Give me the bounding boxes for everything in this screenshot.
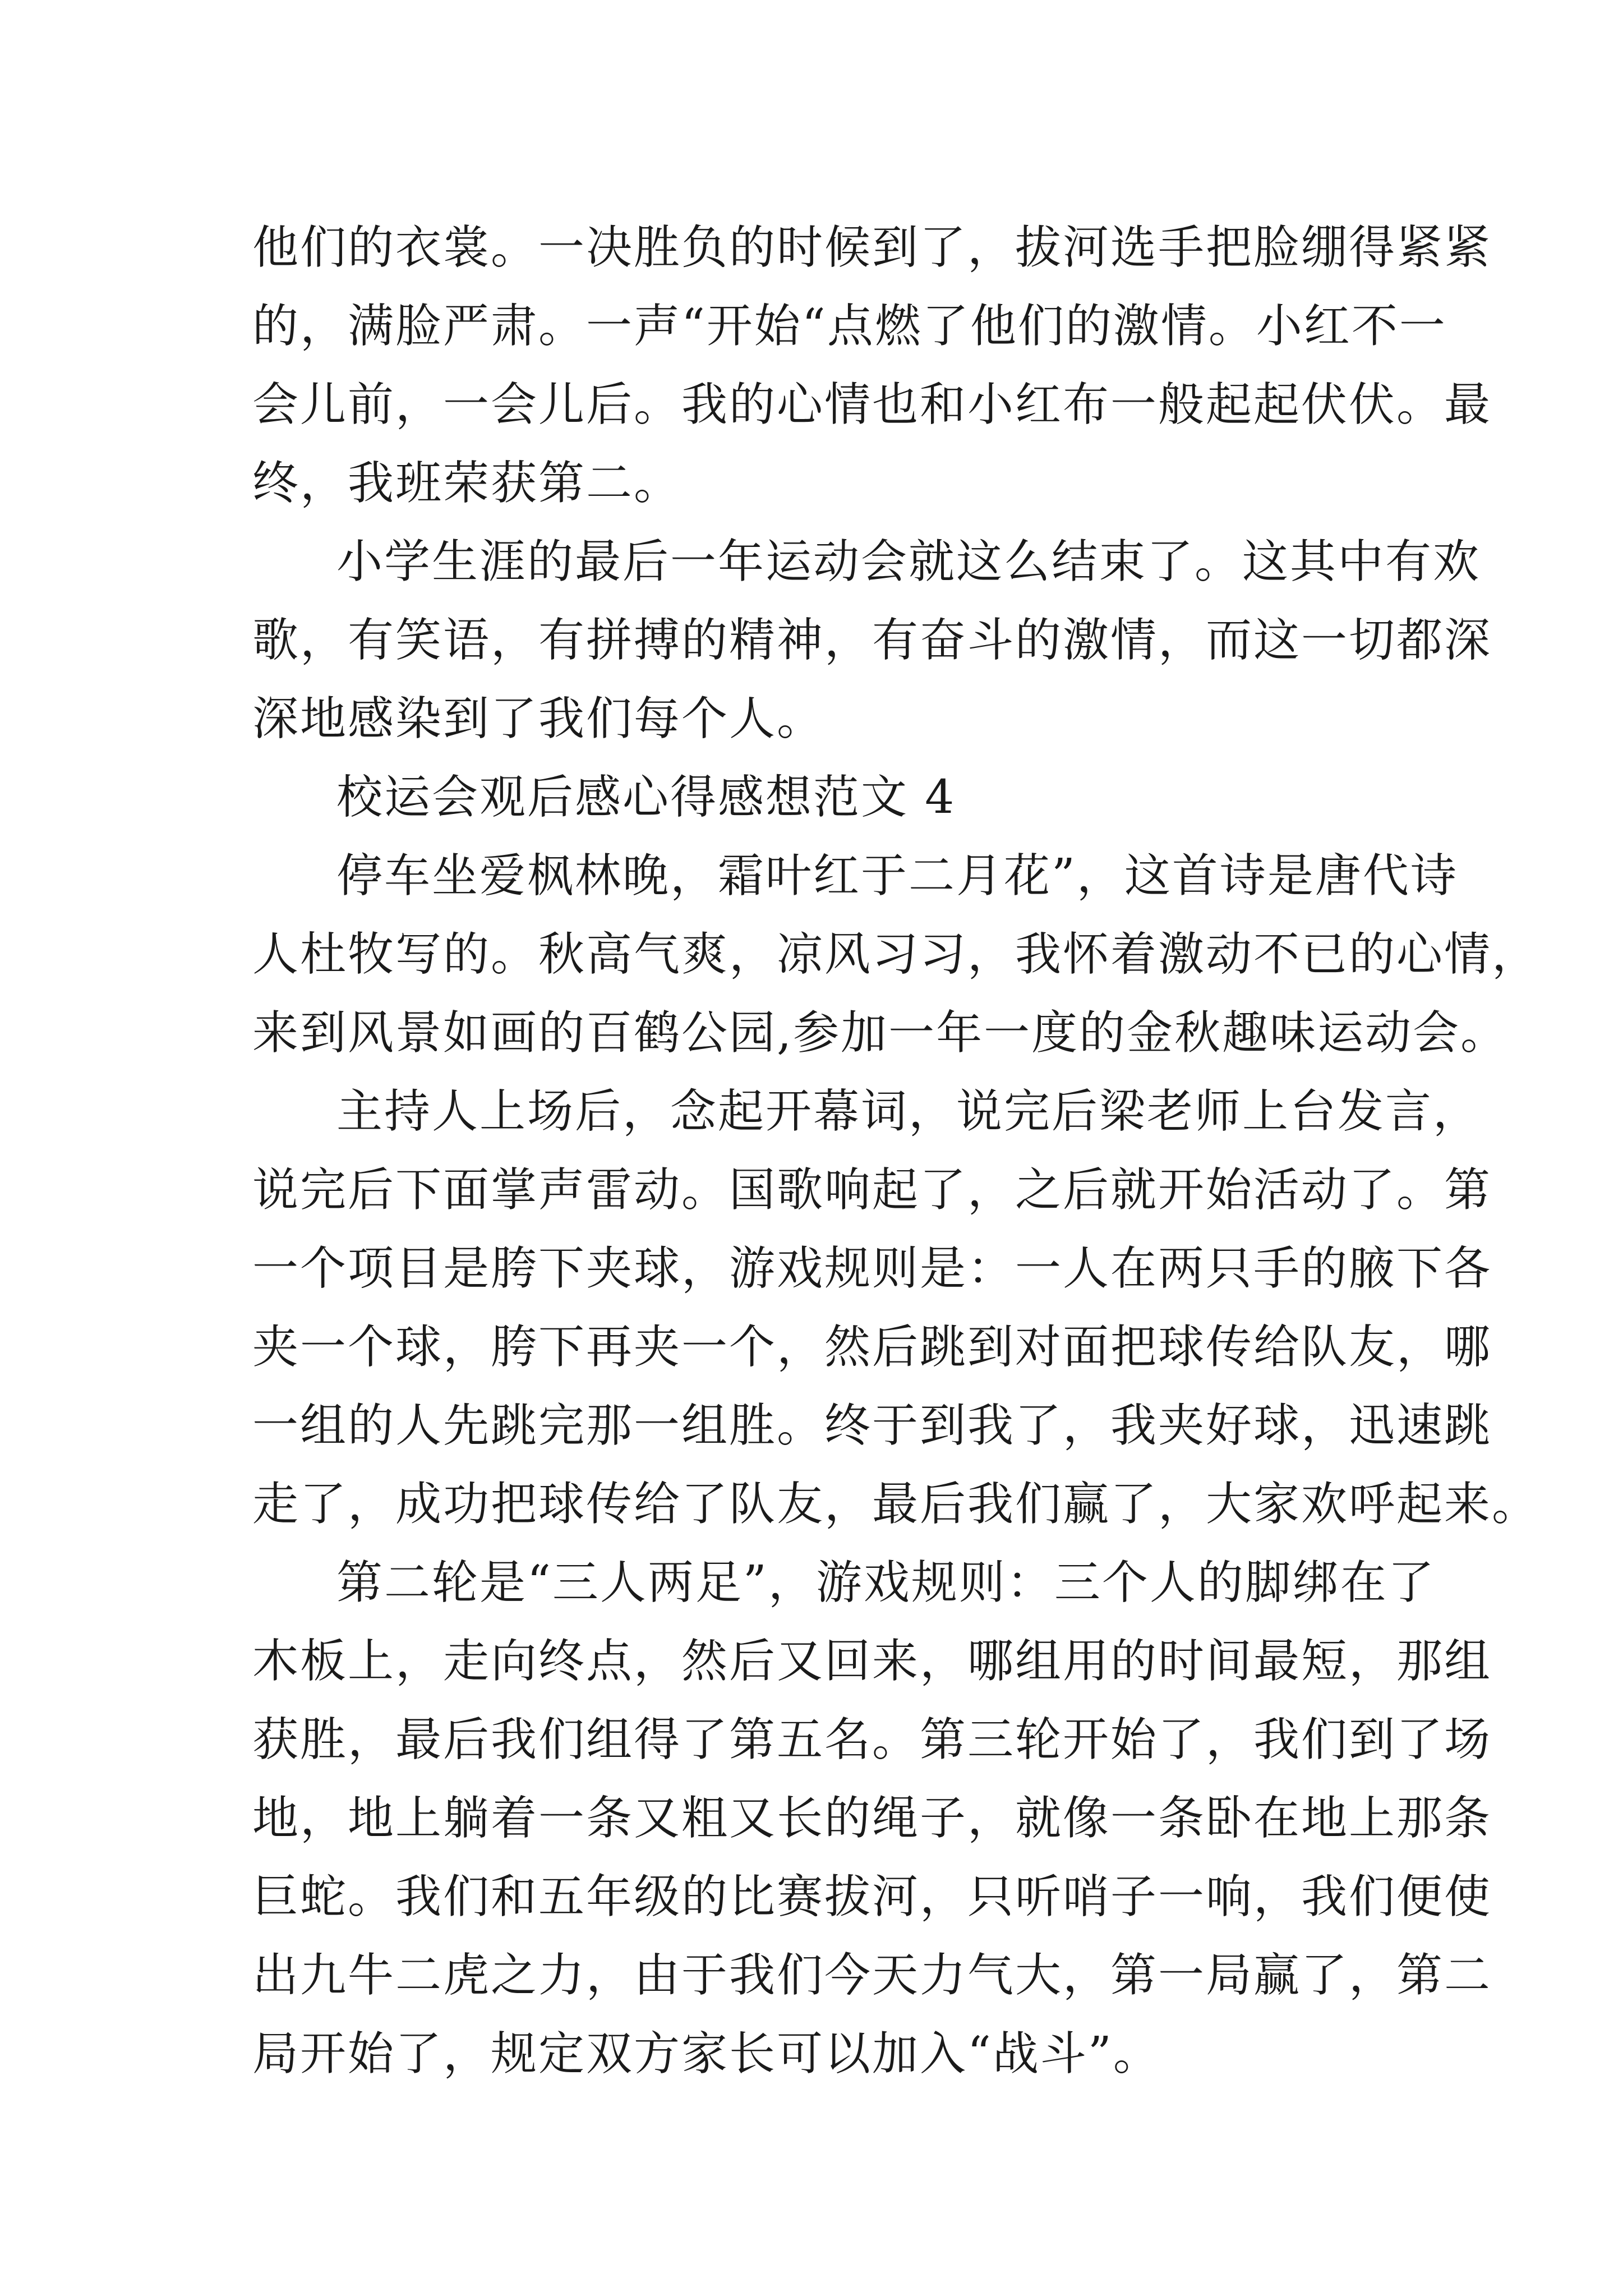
p1-line-4: 终，我班荣获第二。 — [252, 457, 682, 510]
p5-line-5: 巨蛇。我们和五年级的比赛拔河，只听哨子一响，我们便使 — [252, 1870, 1492, 1924]
p4-line-1: 主持人上场后，念起开幕词，说完后梁老师上台发言， — [336, 1085, 1481, 1138]
p1-line-3: 会儿前，一会儿后。我的心情也和小红布一般起起伏伏。最 — [252, 378, 1492, 431]
p5-line-7: 局开始了，规定双方家长可以加入“战斗”。 — [252, 2027, 1161, 2081]
p5-line-2: 木板上，走向终点，然后又回来，哪组用的时间最短，那组 — [252, 1635, 1492, 1688]
p3-line-1: 停车坐爱枫林晚，霜叶红于二月花”，这首诗是唐代诗 — [336, 849, 1458, 903]
p4-line-2: 说完后下面掌声雷动。国歌响起了，之后就开始活动了。第 — [252, 1163, 1492, 1217]
p1-line-1: 他们的衣裳。一决胜负的时候到了，拔河选手把脸绷得紧紧 — [252, 221, 1492, 274]
p1-line-2: 的，满脸严肃。一声“开始“点燃了他们的激情。小红不一 — [252, 300, 1447, 353]
p5-line-3: 获胜，最后我们组得了第五名。第三轮开始了，我们到了场 — [252, 1713, 1492, 1766]
p2-line-1: 小学生涯的最后一年运动会就这么结束了。这其中有欢 — [336, 535, 1481, 588]
p4-line-6: 走了，成功把球传给了队友，最后我们赢了，大家欢呼起来。 — [252, 1478, 1540, 1531]
p2-line-2: 歌，有笑语，有拼搏的精神，有奋斗的激情，而这一切都深 — [252, 614, 1492, 667]
p5-line-6: 出九牛二虎之力，由于我们今天力气大，第一局赢了，第二 — [252, 1949, 1492, 2002]
p4-line-5: 一组的人先跳完那一组胜。终于到我了，我夹好球，迅速跳 — [252, 1399, 1492, 1452]
p5-line-4: 地，地上躺着一条又粗又长的绳子，就像一条卧在地上那条 — [252, 1792, 1492, 1845]
p2-line-3: 深地感染到了我们每个人。 — [252, 692, 825, 746]
p5-line-1: 第二轮是“三人两足”，游戏规则：三个人的脚绑在了 — [336, 1556, 1436, 1609]
section-heading: 校运会观后感心得感想范文 4 — [336, 771, 956, 824]
p3-line-3: 来到风景如画的百鹤公园,参加一年一度的金秋趣味运动会。 — [252, 1006, 1509, 1060]
p3-line-2: 人杜牧写的。秋高气爽，凉风习习，我怀着激动不已的心情， — [252, 928, 1540, 981]
p4-line-4: 夹一个球，胯下再夹一个，然后跳到对面把球传给队友，哪 — [252, 1320, 1492, 1374]
p4-line-3: 一个项目是胯下夹球，游戏规则是：一人在两只手的腋下各 — [252, 1242, 1492, 1295]
